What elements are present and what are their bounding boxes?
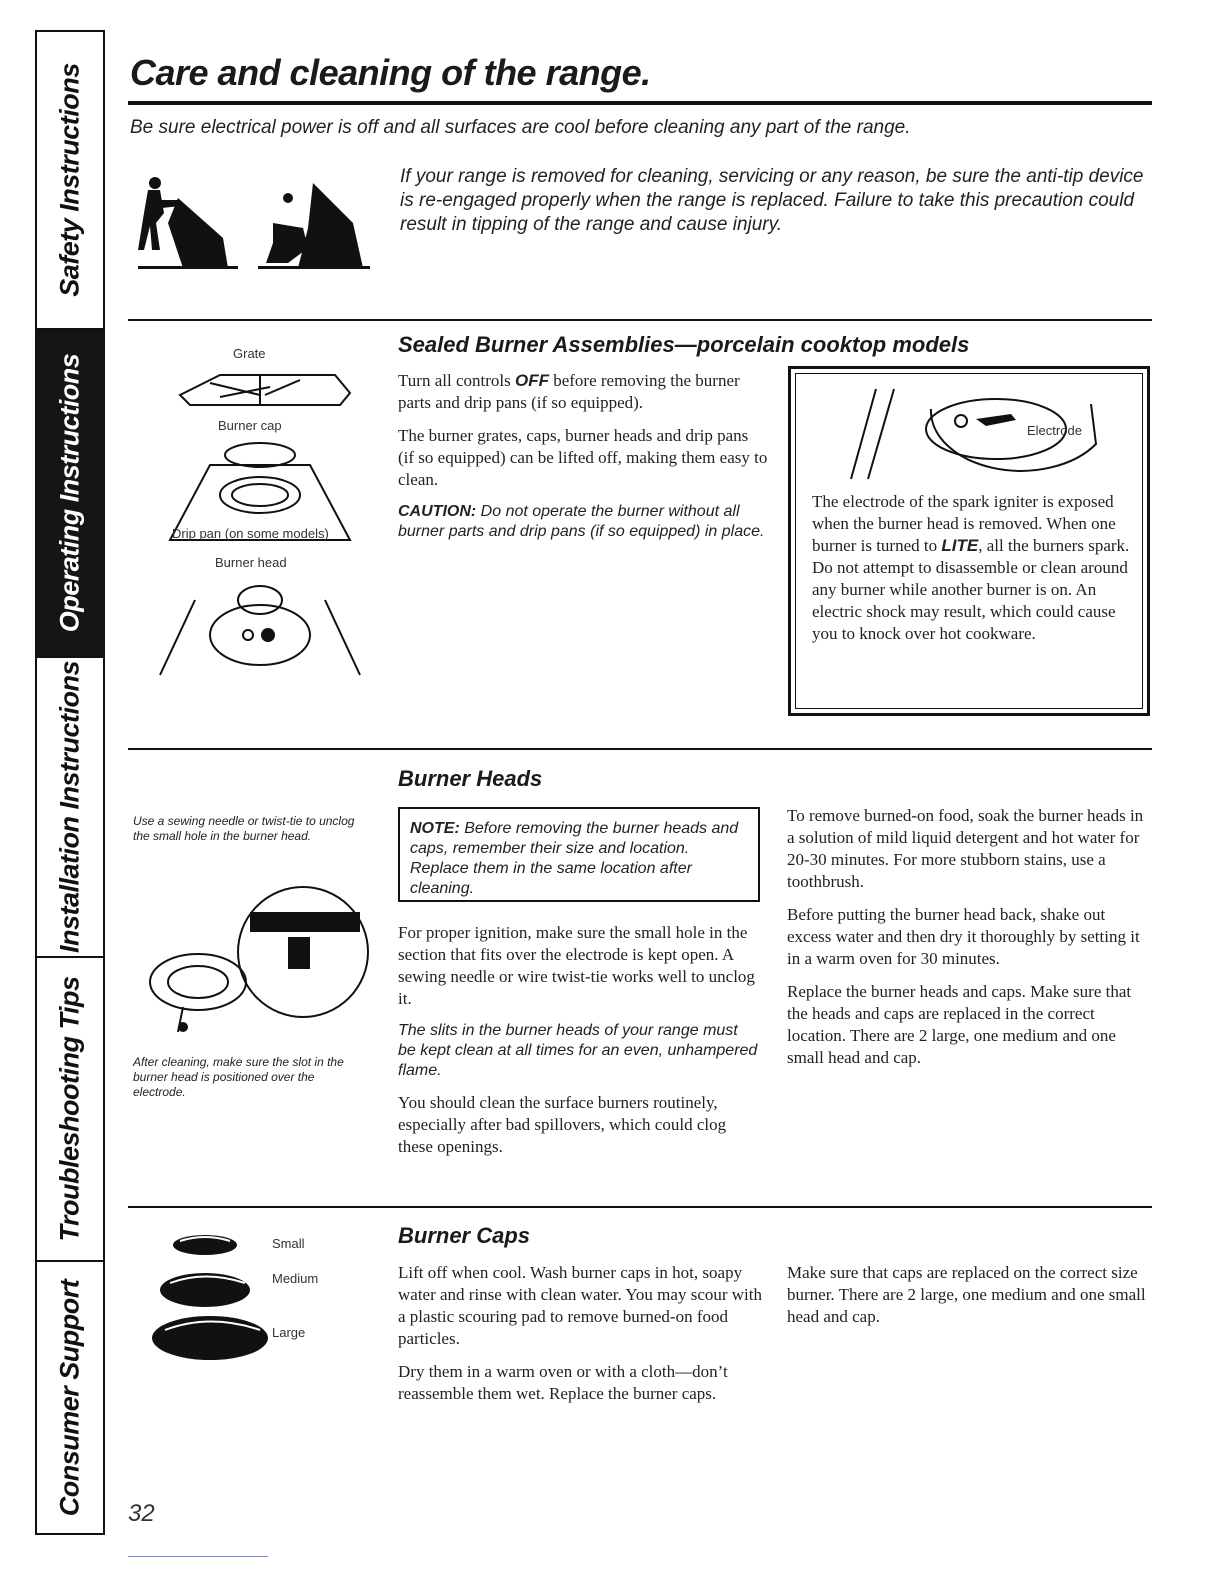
heads-caption-top: Use a sewing needle or twist-tie to unclog the small hole in the burner head. — [133, 814, 355, 843]
side-navigation — [35, 30, 105, 1535]
caps-right-paragraph-1: Make sure that caps are replaced on the correct size burner. There are 2 large, one medium and one small head and cap. — [787, 1263, 1146, 1326]
text: before removing the burner parts and drip pans (if so equipped). — [398, 371, 740, 412]
sealed-paragraph-2: The burner grates, caps, burner heads and drip pans (if so equipped) can be lifted off, making them easy to clean. — [398, 426, 768, 489]
tab-consumer-support[interactable] — [37, 1262, 103, 1533]
cap-small-label: Small — [272, 1236, 305, 1251]
heads-paragraph-2: You should clean the surface burners routinely, especially after bad spillovers, which could clog these openings. — [398, 1093, 727, 1156]
heads-right-paragraph-1: To remove burned-on food, soak the burner heads in a solution of mild liquid detergent and hot water for 20-30 minutes. For more stubborn stains, use a toothbrush. — [787, 806, 1144, 891]
anti-tip-illustration — [138, 168, 378, 273]
electrode-warning-box — [788, 366, 1150, 716]
sealed-paragraph-1 — [398, 370, 768, 414]
burner-caps-illustration — [150, 1225, 280, 1365]
sealed-heading: Sealed Burner Assemblies—porcelain cooktop models — [398, 332, 970, 357]
caps-paragraph-2: Dry them in a warm oven or with a cloth—don’t reassemble them wet. Replace the burner caps. — [398, 1362, 728, 1403]
caution-text: Do not operate the burner without all burner parts and drip pans (if so equipped) in place. — [398, 503, 765, 540]
electrode-warning-text — [812, 491, 1142, 645]
burner-assembly-diagram — [150, 335, 375, 680]
heads-left-column — [398, 922, 758, 1169]
cap-large-label: Large — [272, 1325, 306, 1340]
tab-safety-instructions[interactable] — [37, 32, 103, 330]
note-label: NOTE: — [410, 820, 460, 837]
off-emphasis: OFF — [514, 371, 549, 390]
tab-label: Installation Instructions — [54, 660, 85, 954]
note-box — [398, 807, 760, 902]
tab-label: Safety Instructions — [54, 63, 85, 297]
text: The electrode of the spark igniter is exposed when the burner head is removed. When one burner is turned to — [812, 492, 1116, 555]
burner-head-illustration — [138, 882, 373, 1042]
lite-emphasis: LITE — [941, 536, 979, 555]
electrode-illustration — [846, 384, 1126, 484]
note-body: Before removing the burner heads and caps, remember their size and location. Replace them in the same location after cleaning. — [410, 820, 739, 897]
text: Turn all controls — [398, 371, 515, 390]
burner-head-label: Burner head — [215, 555, 287, 570]
page-number: 32 — [128, 1500, 155, 1527]
caps-right-column — [787, 1262, 1147, 1339]
heads-right-paragraph-3: Replace the burner heads and caps. Make sure that the heads and caps are replaced in the correct location. There are 2 large, one medium and one small head and cap. — [787, 982, 1132, 1067]
sealed-body — [398, 370, 768, 553]
burner-cap-label: Burner cap — [218, 418, 282, 433]
heads-heading: Burner Heads — [398, 766, 543, 791]
caps-paragraph-1: Lift off when cool. Wash burner caps in hot, soapy water and rinse with clean water. You may scour with a plastic scouring pad to remove burned-on food particles. — [398, 1263, 762, 1348]
title-rule — [128, 101, 1152, 105]
tab-troubleshooting-tips[interactable] — [37, 958, 103, 1262]
text: , all the burners spark. Do not attempt to disassemble or clean around any burner while another burner is on. An electric shock may result, which could cause you to knock over hot cookware. — [812, 536, 1130, 643]
caps-heading: Burner Caps — [398, 1223, 531, 1248]
tab-installation-instructions[interactable] — [37, 658, 103, 958]
cap-medium-label: Medium — [272, 1271, 319, 1286]
electrode-label: Electrode — [1027, 423, 1082, 438]
note-text — [410, 819, 748, 899]
tab-label: Troubleshooting Tips — [54, 976, 85, 1242]
anti-tip-warning: If your range is removed for cleaning, servicing or any reason, be sure the anti-tip device is re-engaged properly when the range is replaced. Failure to take this precaution could result in tipping of the range and cause injury. — [400, 166, 1144, 235]
heads-right-column — [787, 805, 1152, 1080]
page-title: Care and cleaning of the range. — [130, 52, 651, 93]
footer-line — [128, 1556, 268, 1557]
section-divider — [128, 319, 1152, 321]
grate-label: Grate — [233, 346, 266, 361]
heads-right-paragraph-2: Before putting the burner head back, shake out excess water and then dry it thoroughly by setting it in a warm oven for 30 minutes. — [787, 905, 1140, 968]
heads-paragraph-1: For proper ignition, make sure the small hole in the section that fits over the electrode is kept open. A sewing needle or wire twist-tie works well to unclog it. — [398, 923, 755, 1008]
heads-caption-bottom: After cleaning, make sure the slot in the burner head is positioned over the electrode. — [133, 1055, 344, 1099]
heads-italic-paragraph: The slits in the burner heads of your range must be kept clean at all times for an even, unhampered flame. — [398, 1022, 758, 1079]
tab-operating-instructions[interactable] — [37, 330, 103, 658]
tab-label: Consumer Support — [54, 1279, 85, 1516]
caution-paragraph — [398, 502, 768, 542]
caution-label: CAUTION: — [398, 503, 477, 520]
tab-label: Operating Instructions — [54, 353, 85, 633]
section-divider — [128, 748, 1152, 750]
drip-pan-label: Drip pan (on some models) — [172, 526, 329, 541]
caps-left-column — [398, 1262, 763, 1416]
section-divider — [128, 1206, 1152, 1208]
page-subtitle: Be sure electrical power is off and all surfaces are cool before cleaning any part of the range. — [130, 117, 911, 138]
